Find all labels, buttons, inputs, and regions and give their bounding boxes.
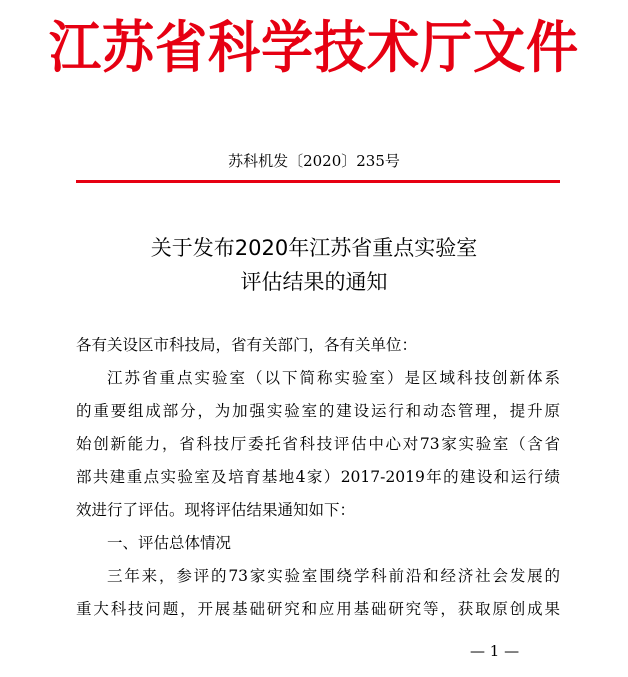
paragraph-line: 的重要组成部分，为加强实验室的建设运行和动态管理，提升原: [76, 402, 560, 420]
notice-title-line-1: 关于发布2020年江苏省重点实验室: [150, 236, 478, 260]
salutation: 各有关设区市科技局，省有关部门，各有关单位：: [76, 336, 418, 354]
paragraph-line: 重大科技问题，开展基础研究和应用基础研究等，获取原创成果: [76, 600, 560, 618]
notice-title-line-2: 评估结果的通知: [240, 270, 388, 294]
section-heading: 一、评估总体情况: [107, 534, 232, 552]
paragraph-line: 始创新能力，省科技厅委托省科技评估中心对73家实验室（含省: [76, 435, 560, 453]
red-divider-line: [76, 180, 560, 183]
paragraph-line: 江苏省重点实验室（以下简称实验室）是区域科技创新体系: [107, 369, 560, 387]
page-number: — 1 —: [470, 642, 520, 660]
document-header-title: 江苏省科学技术厅文件: [48, 16, 580, 81]
document-number: 苏科机发〔2020〕235号: [228, 152, 400, 170]
paragraph-line: 效进行了评估。现将评估结果通知如下：: [76, 501, 356, 519]
paragraph-line: 部共建重点实验室及培育基地4家）2017-2019年的建设和运行绩: [76, 468, 560, 486]
paragraph-line: 三年来，参评的73家实验室围绕学科前沿和经济社会发展的: [107, 567, 560, 585]
